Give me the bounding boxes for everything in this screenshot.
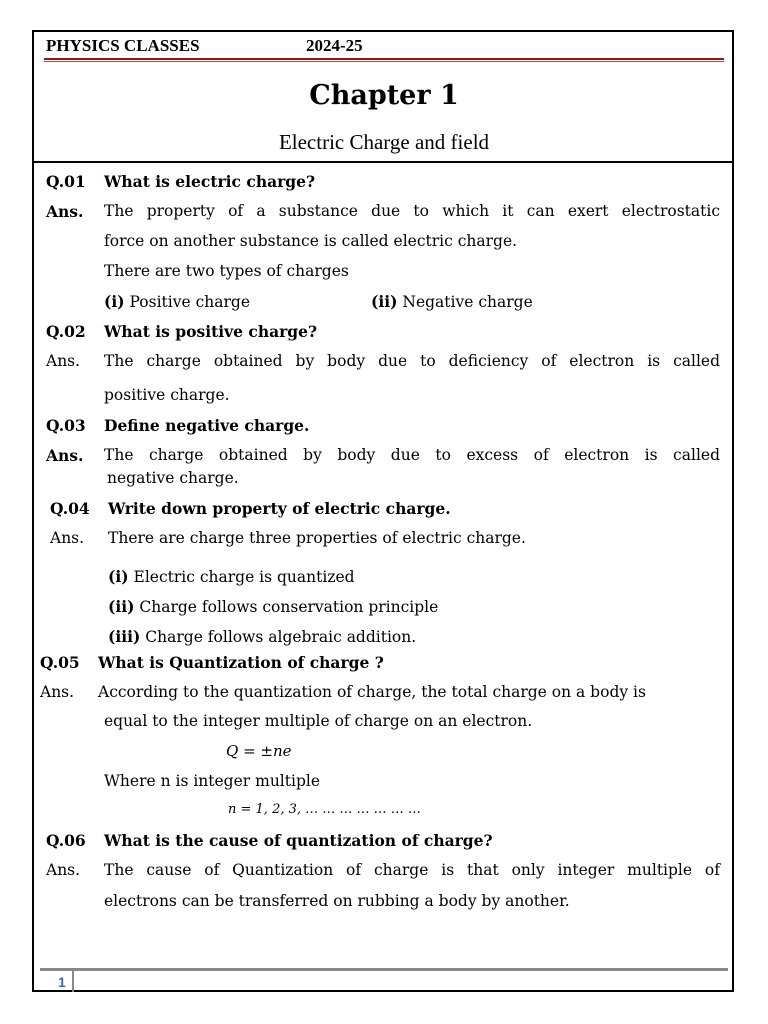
- q04-property-1-label: (i): [108, 567, 129, 586]
- q04-property-2-text: Charge follows conservation principle: [139, 598, 439, 616]
- q01-option-1-text: Positive charge: [129, 293, 250, 311]
- q05-answer-line3: Where n is integer multiple: [104, 772, 320, 790]
- q01-option-2-label: (ii): [371, 292, 398, 311]
- q06-answer-line2: electrons can be transferred on rubbing a body by another.: [104, 892, 570, 910]
- q04-property-3: [108, 627, 416, 646]
- q04-number: Q.04: [50, 499, 90, 518]
- q02-ans-label: Ans.: [46, 352, 81, 370]
- q03-question: Define negative charge.: [104, 416, 310, 435]
- header-rule: [44, 58, 724, 60]
- q06-ans-label: Ans.: [46, 861, 81, 879]
- q01-answer-line3: There are two types of charges: [104, 262, 349, 280]
- q06-answer-line1: The cause of Quantization of charge is that only integer multiple of: [104, 861, 720, 879]
- q01-option-2-text: Negative charge: [402, 293, 533, 311]
- q01-number: Q.01: [46, 172, 86, 191]
- q04-property-2: [108, 597, 438, 616]
- q05-number: Q.05: [40, 653, 80, 672]
- page-number-box: [40, 971, 74, 992]
- q01-ans-label: Ans.: [46, 202, 84, 221]
- q04-property-1-text: Electric charge is quantized: [133, 568, 355, 586]
- q06-question: What is the cause of quantization of charge?: [104, 831, 493, 850]
- q04-answer-line1: There are charge three properties of electric charge.: [108, 529, 526, 547]
- header-rule-thin: [44, 61, 724, 62]
- q03-number: Q.03: [46, 416, 86, 435]
- q05-answer-line1: According to the quantization of charge, the total charge on a body is: [98, 683, 646, 701]
- q05-formula-charge: Q = ±ne: [226, 742, 292, 760]
- q04-question: Write down property of electric charge.: [108, 499, 451, 518]
- q05-formula-n: n = 1, 2, 3, … … … … … … …: [228, 802, 421, 817]
- q01-answer-line2: force on another substance is called electric charge.: [104, 232, 518, 250]
- q05-question: What is Quantization of charge ?: [98, 653, 384, 672]
- q04-property-3-label: (iii): [108, 627, 141, 646]
- header-title: PHYSICS CLASSES: [46, 36, 200, 55]
- q04-property-3-text: Charge follows algebraic addition.: [145, 628, 417, 646]
- title-divider: [32, 161, 734, 163]
- q01-question: What is electric charge?: [104, 172, 316, 191]
- q01-option-1: [104, 292, 250, 311]
- q05-ans-label: Ans.: [40, 683, 75, 701]
- footer-rule: [40, 968, 728, 971]
- q04-property-2-label: (ii): [108, 597, 135, 616]
- q02-answer-line2: positive charge.: [104, 386, 230, 404]
- q03-answer-line2: negative charge.: [107, 469, 239, 487]
- q06-number: Q.06: [46, 831, 86, 850]
- chapter-title: Chapter 1: [309, 80, 459, 111]
- q01-option-1-label: (i): [104, 292, 125, 311]
- q04-property-1: [108, 567, 355, 586]
- chapter-subtitle: Electric Charge and field: [278, 130, 490, 154]
- q02-number: Q.02: [46, 322, 86, 341]
- page-number: 1: [58, 974, 66, 990]
- q02-question: What is positive charge?: [104, 322, 318, 341]
- q01-option-2: [371, 292, 533, 311]
- q05-answer-line2: equal to the integer multiple of charge on an electron.: [104, 712, 533, 730]
- q01-answer-line1: The property of a substance due to which it can exert electrostatic: [104, 202, 720, 220]
- q02-answer-line1: The charge obtained by body due to deficiency of electron is called: [104, 352, 720, 370]
- q04-ans-label: Ans.: [50, 529, 85, 547]
- header-year: 2024-25: [306, 36, 363, 55]
- q03-ans-label: Ans.: [46, 446, 84, 465]
- q03-answer-line1: The charge obtained by body due to excess of electron is called: [104, 446, 720, 464]
